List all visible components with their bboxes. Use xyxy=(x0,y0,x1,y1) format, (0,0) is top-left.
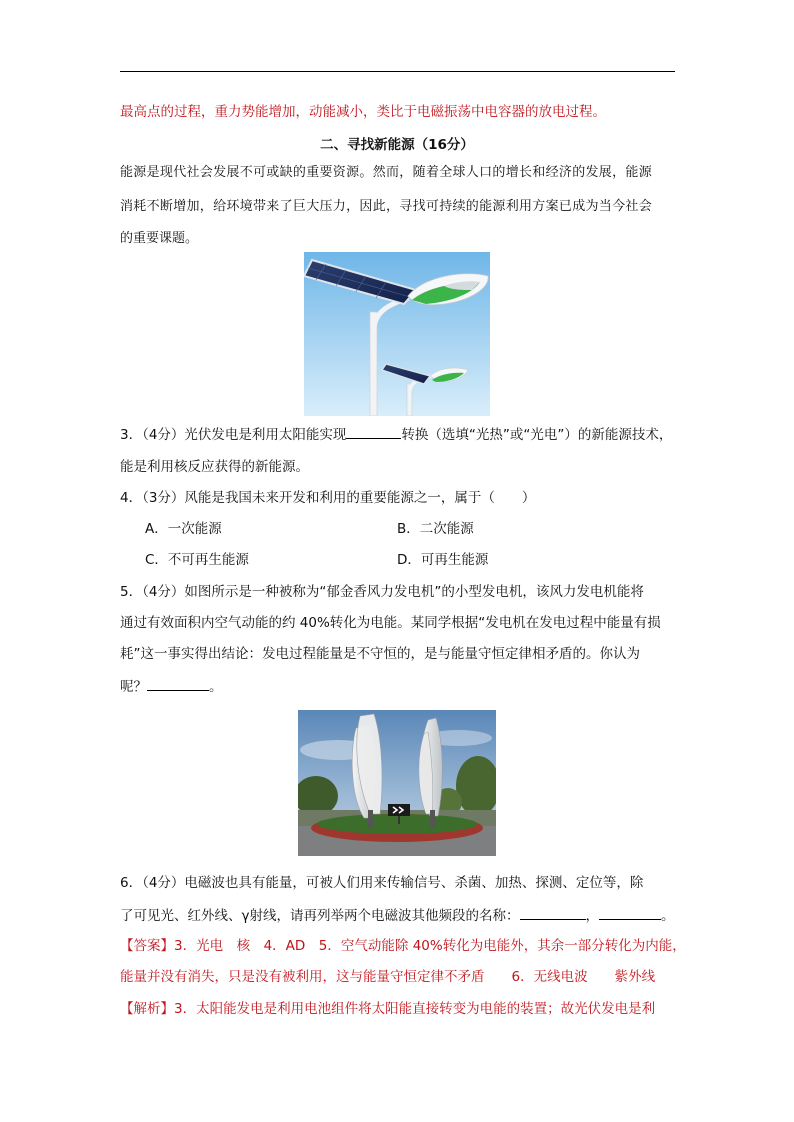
question-5-line-2: 通过有效面积内空气动能的约 40%转化为电能。某同学根据“发电机在发电过程中能量有损 xyxy=(120,615,661,631)
question-5-text-a: 呢？ xyxy=(120,679,147,695)
question-6-line-1: 6．（4分）电磁波也具有能量，可被人们用来传输信号、杀菌、加热、探测、定位等，除 xyxy=(120,875,644,891)
question-3-blank[interactable] xyxy=(346,425,401,439)
question-3-text-b: 转换（选填“光热”或“光电”）的新能源技术， xyxy=(401,427,673,443)
section-title: 二、寻找新能源（16分） xyxy=(320,137,474,153)
question-6-text-a: 了可见光、红外线、γ射线，请再列举两个电磁波其他频段的名称： xyxy=(120,908,520,924)
question-5-blank[interactable] xyxy=(147,677,209,691)
question-4-option-a[interactable]: A．一次能源 xyxy=(145,521,222,537)
question-4-option-d[interactable]: D．可再生能源 xyxy=(397,552,489,568)
answer-line-1: 【答案】3．光电 核 4．AD 5．空气动能除 40%转化为电能外，其余一部分转化为内能， xyxy=(120,938,686,954)
question-5-line-1: 5．（4分）如图所示是一种被称为“郁金香风力发电机”的小型发电机，该风力发电机能将 xyxy=(120,584,644,600)
question-3-text-a: 3．（4分）光伏发电是利用太阳能实现 xyxy=(120,427,347,443)
question-6-blank-2[interactable] xyxy=(599,906,661,920)
question-3-line-1 xyxy=(120,425,672,444)
header-rule xyxy=(120,71,675,72)
intro-red-text: 最高点的过程，重力势能增加，动能减小，类比于电磁振荡中电容器的放电过程。 xyxy=(120,104,606,120)
question-5-line-4 xyxy=(120,677,223,696)
paragraph-line-1: 能源是现代社会发展不可或缺的重要资源。然而，随着全球人口的增长和经济的发展，能源 xyxy=(120,165,653,180)
question-3-line-2: 能是利用核反应获得的新能源。 xyxy=(120,459,309,475)
question-6-line-2 xyxy=(120,906,675,925)
analysis-line-1: 【解析】3．太阳能发电是利用电池组件将太阳能直接转变为电能的装置；故光伏发电是利 xyxy=(120,1001,656,1017)
question-4-stem: 4．（3分）风能是我国未来开发和利用的重要能源之一，属于（ ） xyxy=(120,490,536,506)
question-6-text-end: 。 xyxy=(661,908,675,924)
answer-line-2: 能量并没有消失，只是没有被利用，这与能量守恒定律不矛盾 6．无线电波 紫外线 xyxy=(120,969,656,985)
paragraph-line-2: 消耗不断增加，给环境带来了巨大压力，因此，寻找可持续的能源利用方案已成为当今社会 xyxy=(120,199,653,214)
question-5-text-b: 。 xyxy=(209,679,223,695)
question-4-option-b[interactable]: B．二次能源 xyxy=(397,521,474,537)
question-4-option-c[interactable]: C．不可再生能源 xyxy=(145,552,249,568)
paragraph-line-3: 的重要课题。 xyxy=(120,231,199,246)
question-6-blank-1[interactable] xyxy=(520,906,586,920)
tulip-wind-turbine-image xyxy=(298,710,496,856)
question-5-line-3: 耗”这一事实得出结论：发电过程能量是不守恒的，是与能量守恒定律相矛盾的。你认为 xyxy=(120,646,640,662)
solar-street-lamp-image xyxy=(304,252,490,416)
question-6-separator: ， xyxy=(585,908,599,924)
